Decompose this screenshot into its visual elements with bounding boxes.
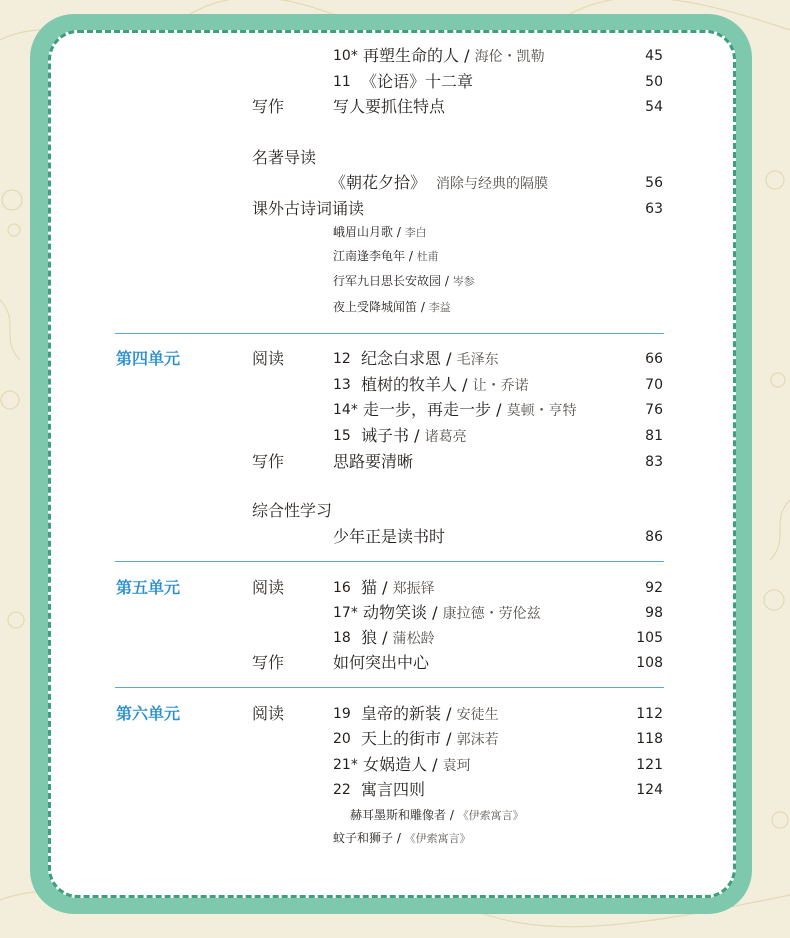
lesson-author: 诸葛亮 — [424, 429, 467, 445]
lesson-title: 狼 — [361, 628, 378, 647]
page-number: 86 — [645, 529, 663, 545]
poem-title: 江南逢李龟年 — [333, 249, 406, 263]
lesson-number: 21* — [333, 757, 358, 773]
section-label: 写作 — [252, 452, 285, 471]
poem-author: 李益 — [428, 301, 451, 314]
page-number: 56 — [645, 175, 663, 191]
separator: / — [427, 603, 443, 622]
section-label: 写作 — [252, 653, 285, 672]
lesson-author: 让・乔诺 — [472, 378, 529, 394]
separator: / — [377, 578, 393, 597]
lesson-title: 如何突出中心 — [333, 653, 430, 672]
page-number: 118 — [636, 731, 663, 747]
page-number: 124 — [636, 782, 663, 798]
lesson-number: 20 — [333, 731, 351, 747]
separator: / — [377, 628, 393, 647]
unit-title: 第五单元 — [116, 578, 181, 597]
lesson-author: 郭沫若 — [456, 732, 499, 748]
section-label: 阅读 — [252, 578, 285, 597]
page-number: 63 — [645, 201, 663, 217]
page-number: 98 — [645, 605, 663, 621]
section-label: 课外古诗词诵读 — [252, 199, 365, 218]
lesson-title: 再塑生命的人 — [363, 46, 460, 65]
separator: / — [409, 426, 425, 445]
poem-title: 行军九日思长安故园 — [333, 274, 442, 288]
lesson-author: 康拉德・劳伦兹 — [442, 606, 541, 622]
poem-title: 蚊子和狮子 — [333, 831, 394, 845]
page-number: 76 — [645, 402, 663, 418]
poem-title: 夜上受降城闻笛 — [333, 300, 418, 314]
lesson-number: 14* — [333, 402, 358, 418]
lesson-entry — [361, 375, 529, 396]
lesson-author: 莫顿・亨特 — [506, 403, 577, 419]
poem-entry — [333, 222, 427, 243]
lesson-author: 郑振铎 — [392, 581, 435, 597]
poem-entry — [333, 246, 439, 267]
page-number: 105 — [636, 630, 663, 646]
lesson-title: 走一步，再走一步 — [363, 400, 492, 419]
lesson-title: 女娲造人 — [363, 755, 428, 774]
page-number: 92 — [645, 580, 663, 596]
lesson-title: 天上的街市 — [361, 729, 442, 748]
lesson-number: 17* — [333, 605, 358, 621]
poem-author: 《伊索寓言》 — [404, 832, 471, 845]
separator: / — [491, 400, 507, 419]
lesson-entry — [333, 97, 445, 117]
lesson-entry — [363, 46, 545, 67]
lesson-entry — [361, 349, 499, 370]
lesson-title: 植树的牧羊人 — [361, 375, 458, 394]
unit-divider — [115, 561, 664, 562]
unit-title: 第六单元 — [116, 704, 181, 723]
separator: / — [427, 755, 443, 774]
lesson-title: 皇帝的新装 — [361, 704, 442, 723]
lesson-entry — [361, 426, 467, 447]
lesson-number: 18 — [333, 630, 351, 646]
lesson-entry — [361, 628, 435, 649]
poem-entry — [333, 271, 475, 292]
lesson-number: 13 — [333, 377, 351, 393]
lesson-title: 思路要清晰 — [333, 452, 414, 471]
lesson-entry — [333, 452, 413, 472]
separator: / — [405, 249, 417, 263]
page-number: 108 — [636, 655, 663, 671]
poem-title: 峨眉山月歌 — [333, 225, 394, 239]
lesson-title: 诫子书 — [361, 426, 410, 445]
lesson-title: 纪念白求恩 — [361, 349, 442, 368]
lesson-number: 22 — [333, 782, 351, 798]
lesson-number: 19 — [333, 706, 351, 722]
lesson-title: 写人要抓住特点 — [333, 97, 446, 116]
page-number: 45 — [645, 48, 663, 64]
page-number: 70 — [645, 377, 663, 393]
poem-author: 李白 — [404, 226, 427, 239]
section-label: 名著导读 — [252, 148, 317, 167]
separator: / — [459, 46, 475, 65]
unit-title: 第四单元 — [116, 349, 181, 368]
poem-entry — [350, 805, 524, 826]
separator: / — [441, 729, 457, 748]
poem-author: 岑参 — [452, 275, 475, 288]
poem-entry — [333, 828, 471, 849]
lesson-author: 毛泽东 — [456, 352, 499, 368]
lesson-title: 动物笑谈 — [363, 603, 428, 622]
lesson-entry — [361, 780, 425, 800]
lesson-entry — [361, 729, 499, 750]
lesson-title: 寓言四则 — [361, 780, 426, 799]
lesson-entry — [361, 704, 499, 725]
separator: / — [457, 375, 473, 394]
separator: / — [446, 808, 458, 822]
poem-author: 《伊索寓言》 — [457, 809, 524, 822]
page-number: 81 — [645, 428, 663, 444]
lesson-title: 《朝花夕拾》 — [330, 173, 427, 192]
unit-divider — [115, 333, 664, 334]
lesson-entry — [333, 653, 429, 673]
lesson-author: 海伦・凯勒 — [474, 49, 545, 65]
lesson-entry — [361, 72, 473, 92]
section-label: 阅读 — [252, 704, 285, 723]
lesson-number: 15 — [333, 428, 351, 444]
lesson-number: 12 — [333, 351, 351, 367]
page-number: 121 — [636, 757, 663, 773]
poem-entry — [333, 297, 451, 318]
lesson-title: 《论语》十二章 — [361, 72, 474, 91]
lesson-entry — [363, 400, 577, 421]
page-number: 83 — [645, 454, 663, 470]
unit-divider — [115, 687, 664, 688]
poem-author: 杜甫 — [416, 250, 439, 263]
lesson-author: 安徒生 — [456, 707, 499, 723]
lesson-entry — [333, 527, 445, 547]
lesson-subtitle: 消除与经典的隔膜 — [436, 176, 549, 192]
lesson-number: 16 — [333, 580, 351, 596]
separator: / — [393, 831, 405, 845]
lesson-title: 猫 — [361, 578, 378, 597]
lesson-number: 10* — [333, 48, 358, 64]
page-number: 112 — [636, 706, 663, 722]
lesson-number: 11 — [333, 74, 351, 90]
page-number: 66 — [645, 351, 663, 367]
poem-title: 赫耳墨斯和雕像者 — [350, 808, 447, 822]
section-label: 阅读 — [252, 349, 285, 368]
separator: / — [393, 225, 405, 239]
lesson-entry — [363, 603, 541, 624]
separator: / — [441, 274, 453, 288]
lesson-author: 袁珂 — [442, 758, 471, 774]
page-number: 50 — [645, 74, 663, 90]
lesson-entry — [361, 578, 435, 599]
section-label: 写作 — [252, 97, 285, 116]
separator: / — [441, 704, 457, 723]
section-label: 综合性学习 — [252, 501, 333, 520]
separator: / — [417, 300, 429, 314]
separator: / — [441, 349, 457, 368]
lesson-entry — [363, 755, 471, 776]
lesson-title: 少年正是读书时 — [333, 527, 446, 546]
lesson-author: 蒲松龄 — [392, 631, 435, 647]
page-number: 54 — [645, 99, 663, 115]
lesson-entry — [330, 173, 548, 194]
